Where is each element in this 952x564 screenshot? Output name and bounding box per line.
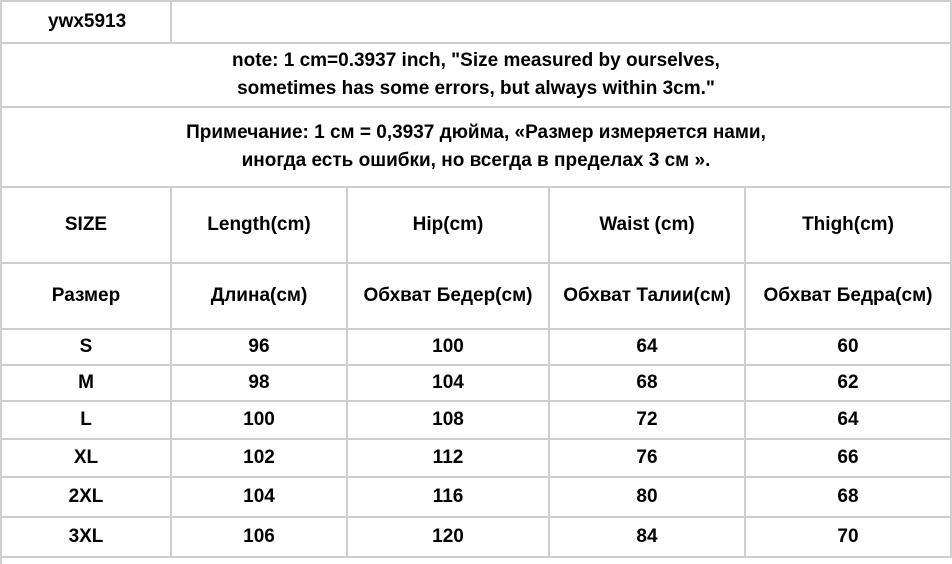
header-ru-length: Длина(см) <box>172 264 348 330</box>
table-cell: S <box>2 330 172 366</box>
table-cell: 84 <box>550 518 746 558</box>
note-russian-line1: Примечание: 1 см = 0,3937 дюйма, «Размер измеряется нами, <box>186 122 766 143</box>
header-ru-hip: Обхват Бедер(см) <box>348 264 550 330</box>
header-en-hip: Hip(cm) <box>348 188 550 264</box>
table-cell: 62 <box>746 366 952 402</box>
table-cell: 120 <box>348 518 550 558</box>
note-russian-line2: иногда есть ошибки, но всегда в пределах 3 см ». <box>241 150 711 171</box>
header-ru-waist: Обхват Талии(см) <box>550 264 746 330</box>
table-cell: 68 <box>550 366 746 402</box>
table-cell: 76 <box>550 440 746 478</box>
table-cell: XL <box>2 440 172 478</box>
table-cell: 80 <box>550 478 746 518</box>
table-cell: 100 <box>348 330 550 366</box>
table-cell: L <box>2 402 172 440</box>
note-russian <box>2 108 952 188</box>
table-cell: 104 <box>172 478 348 518</box>
table-cell: 3XL <box>2 518 172 558</box>
table-cell: 70 <box>746 518 952 558</box>
header-en-thigh: Thigh(cm) <box>746 188 952 264</box>
table-cell: 98 <box>172 366 348 402</box>
table-cell: 112 <box>348 440 550 478</box>
table-cell: 2XL <box>2 478 172 518</box>
header-ru-thigh: Обхват Бедра(см) <box>746 264 952 330</box>
table-cell: M <box>2 366 172 402</box>
table-cell: 108 <box>348 402 550 440</box>
header-en-waist: Waist (cm) <box>550 188 746 264</box>
product-code-blank-cell <box>172 2 952 44</box>
header-en-length: Length(cm) <box>172 188 348 264</box>
table-cell: 102 <box>172 440 348 478</box>
table-cell: 68 <box>746 478 952 518</box>
table-cell: 100 <box>172 402 348 440</box>
note-english-line1: note: 1 cm=0.3937 inch, "Size measured by ourselves, <box>232 50 720 71</box>
table-cell: 104 <box>348 366 550 402</box>
table-cell: 106 <box>172 518 348 558</box>
table-cell: 96 <box>172 330 348 366</box>
note-english <box>2 44 952 108</box>
table-cell: 116 <box>348 478 550 518</box>
header-ru-size: Размер <box>2 264 172 330</box>
table-cell: 60 <box>746 330 952 366</box>
table-cell: 66 <box>746 440 952 478</box>
note-english-line2: sometimes has some errors, but always within 3cm." <box>237 78 715 99</box>
table-cell: 64 <box>550 330 746 366</box>
header-en-size: SIZE <box>2 188 172 264</box>
table-cell: 64 <box>746 402 952 440</box>
table-cell: 72 <box>550 402 746 440</box>
product-code-cell: ywx5913 <box>2 2 172 44</box>
